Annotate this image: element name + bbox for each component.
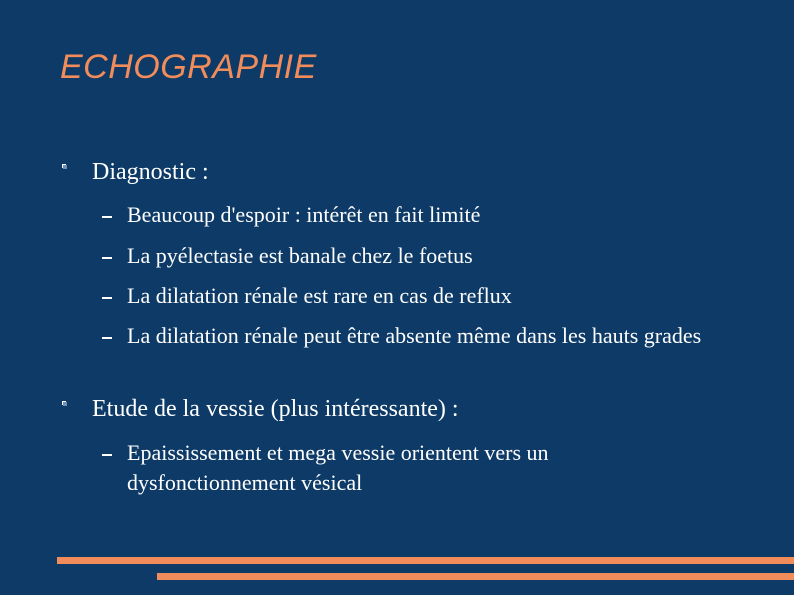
dash-icon	[102, 454, 112, 456]
bullet-icon	[62, 401, 68, 407]
section-heading-text: Etude de la vessie (plus intéressante) :	[92, 396, 459, 422]
dash-icon	[102, 337, 112, 339]
list-item	[127, 438, 717, 498]
section-heading-vessie	[92, 395, 459, 423]
decorative-bar-top	[57, 557, 794, 564]
bullet-icon	[62, 164, 68, 170]
list-item-text: Beaucoup d'espoir : intérêt en fait limité	[127, 202, 481, 227]
slide-title: ECHOGRAPHIE	[60, 48, 317, 86]
list-item-text: La dilatation rénale peut être absente même dans les hauts grades	[127, 323, 702, 348]
dash-icon	[102, 297, 112, 299]
section-heading-diagnostic	[92, 158, 209, 186]
list-item-text: La pyélectasie est banale chez le foetus	[127, 243, 473, 268]
dash-icon	[102, 216, 112, 218]
section-heading-text: Diagnostic :	[92, 159, 209, 185]
decorative-bar-bottom	[157, 573, 794, 580]
list-item	[127, 321, 727, 351]
list-item	[127, 200, 747, 230]
list-item-text: Epaississement et mega vessie orientent vers un dysfonctionnement vésical	[127, 440, 549, 495]
list-item	[127, 241, 747, 271]
list-item	[127, 281, 747, 311]
dash-icon	[102, 257, 112, 259]
list-item-text: La dilatation rénale est rare en cas de reflux	[127, 283, 512, 308]
